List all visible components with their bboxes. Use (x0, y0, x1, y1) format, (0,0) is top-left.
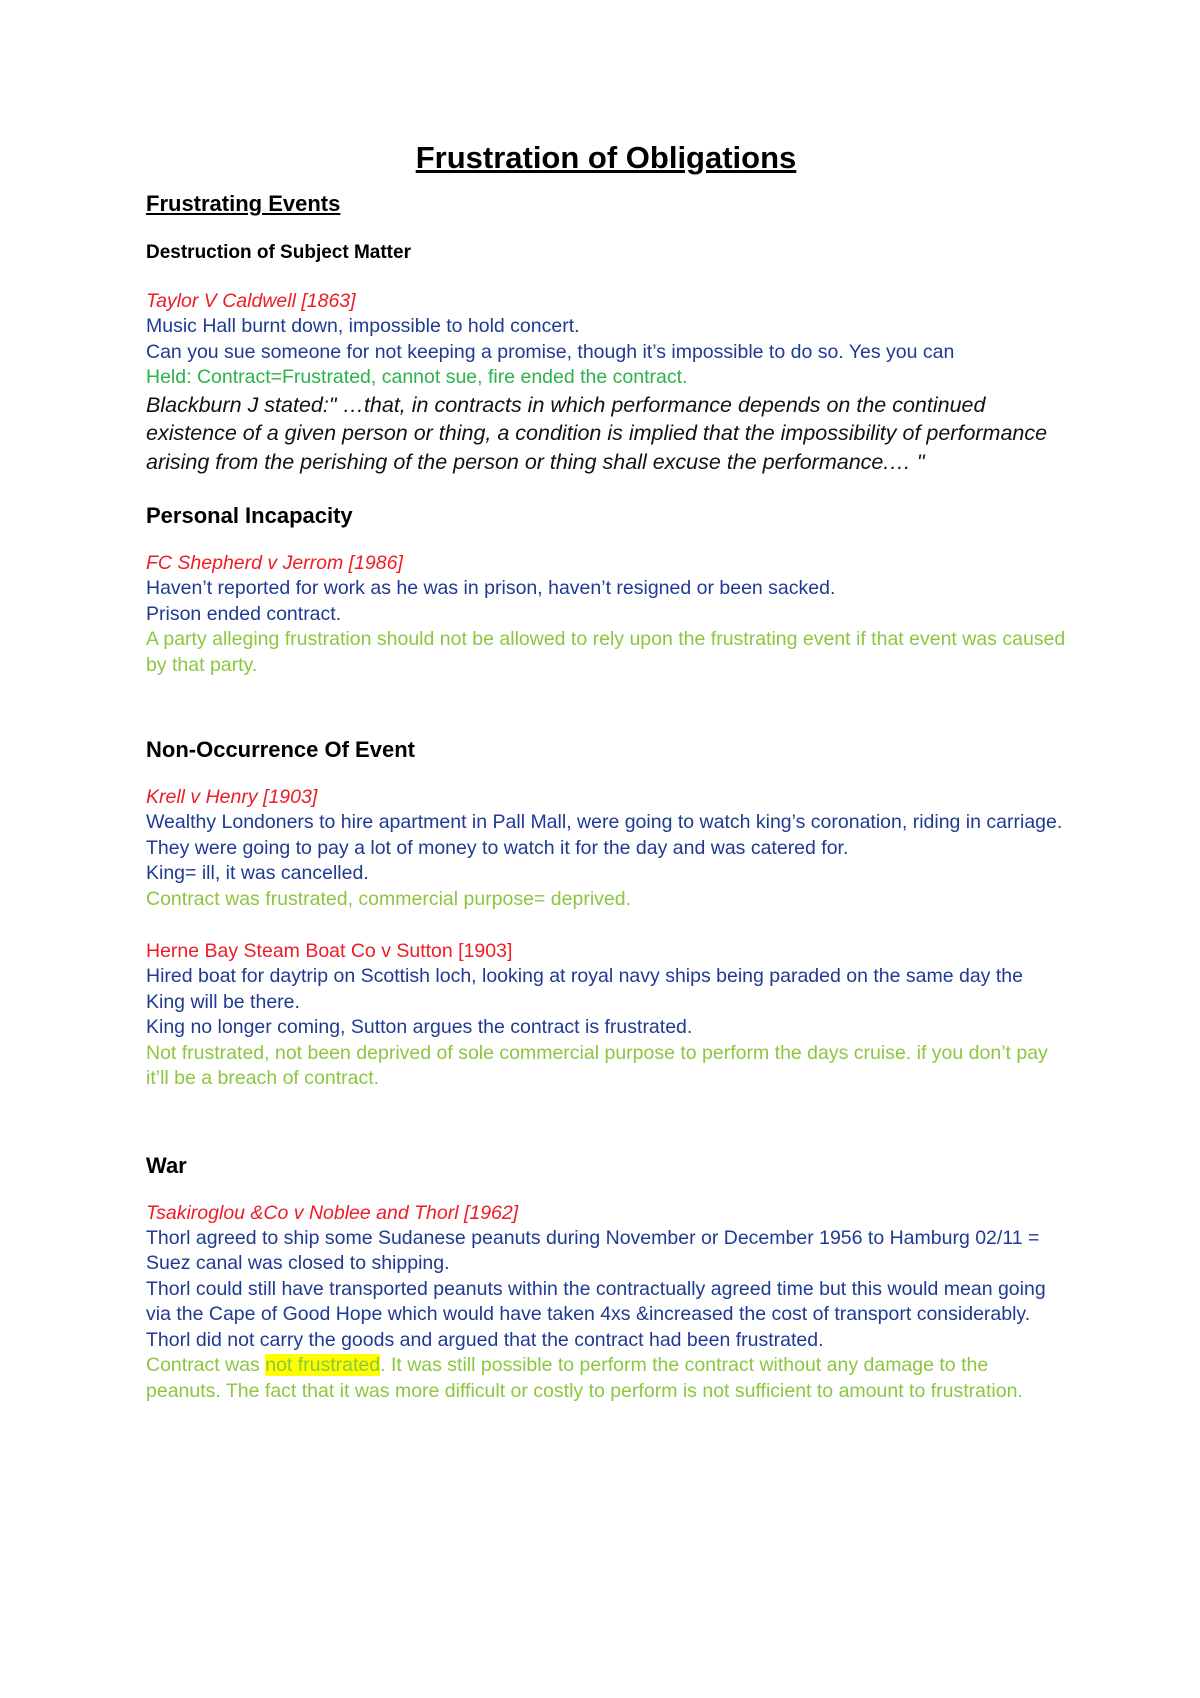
subheading-incapacity: Personal Incapacity (146, 503, 353, 528)
case-fact: King no longer coming, Sutton argues the contract is frustrated. (146, 1016, 693, 1038)
outcome-text-post: . It was still possible to perform the contract without any damage to the peanuts. The fact that it was more difficult or costly to perform is not sufficient to amount to frustration. (146, 1354, 1023, 1402)
case-fact: Music Hall burnt down, impossible to hold concert. (146, 315, 580, 337)
case-fact: Thorl could still have transported peanuts within the contractually agreed time but this would mean going via the Cape of Good Hope which would have taken 4xs &increased the cost of transport considerably. (146, 1277, 1046, 1325)
highlighted-text: not frustrated (265, 1354, 381, 1376)
case-name: Taylor V Caldwell [1863] (146, 290, 356, 312)
case-fact: Can you sue someone for not keeping a promise, though it’s impossible to do so. Yes you can (146, 340, 955, 363)
case-rule: A party alleging frustration should not be allowed to rely upon the frustrating event if that event was caused by that party. (146, 628, 1066, 676)
section-heading: Frustrating Events (146, 191, 341, 216)
case-name: Herne Bay Steam Boat Co v Sutton [1903] (146, 940, 513, 962)
case-fact: Thorl agreed to ship some Sudanese peanuts during November or December 1956 to Hamburg 02/11 = Suez canal was closed to shipping. (146, 1226, 1040, 1274)
document-page (146, 140, 1066, 1404)
case-fact: Hired boat for daytrip on Scottish loch, looking at royal navy ships being paraded on the same day the King will be there. (146, 965, 1023, 1013)
case-fact: Thorl did not carry the goods and argued that the contract had been frustrated. (146, 1328, 824, 1351)
case-name: FC Shepherd v Jerrom [1986] (146, 552, 403, 574)
case-outcome: Not frustrated, not been deprived of sole commercial purpose to perform the days cruise. if you don’t pay it’ll be a breach of contract. (146, 1041, 1048, 1089)
subheading-destruction: Destruction of Subject Matter (146, 242, 411, 263)
case-outcome (146, 1353, 1066, 1404)
page-title: Frustration of Obligations (415, 140, 797, 175)
case-fact: Haven’t reported for work as he was in prison, haven’t resigned or been sacked. (146, 577, 836, 599)
case-name: Tsakiroglou &Co v Noblee and Thorl [1962] (146, 1201, 519, 1224)
case-name: Krell v Henry [1903] (146, 786, 318, 808)
case-outcome: Contract was frustrated, commercial purpose= deprived. (146, 887, 632, 910)
case-fact: They were going to pay a lot of money to watch it for the day and was catered for. (146, 836, 849, 859)
subheading-non-occurrence: Non-Occurrence Of Event (146, 737, 415, 762)
subheading-war: War (146, 1152, 187, 1178)
case-fact: Prison ended contract. (146, 602, 342, 625)
case-fact: Wealthy Londoners to hire apartment in Pall Mall, were going to watch king’s coronation, riding in carriage. (146, 811, 1063, 833)
judge-quote: Blackburn J stated:" …that, in contracts in which performance depends on the continued existence of a given person or thing, a condition is implied that the impossibility of performance arising from the perishing of the person or thing shall excuse the performance.… " (146, 392, 1048, 474)
case-fact: King= ill, it was cancelled. (146, 862, 369, 884)
case-held: Held: Contract=Frustrated, cannot sue, fire ended the contract. (146, 366, 688, 388)
outcome-text-pre: Contract was (146, 1354, 266, 1376)
